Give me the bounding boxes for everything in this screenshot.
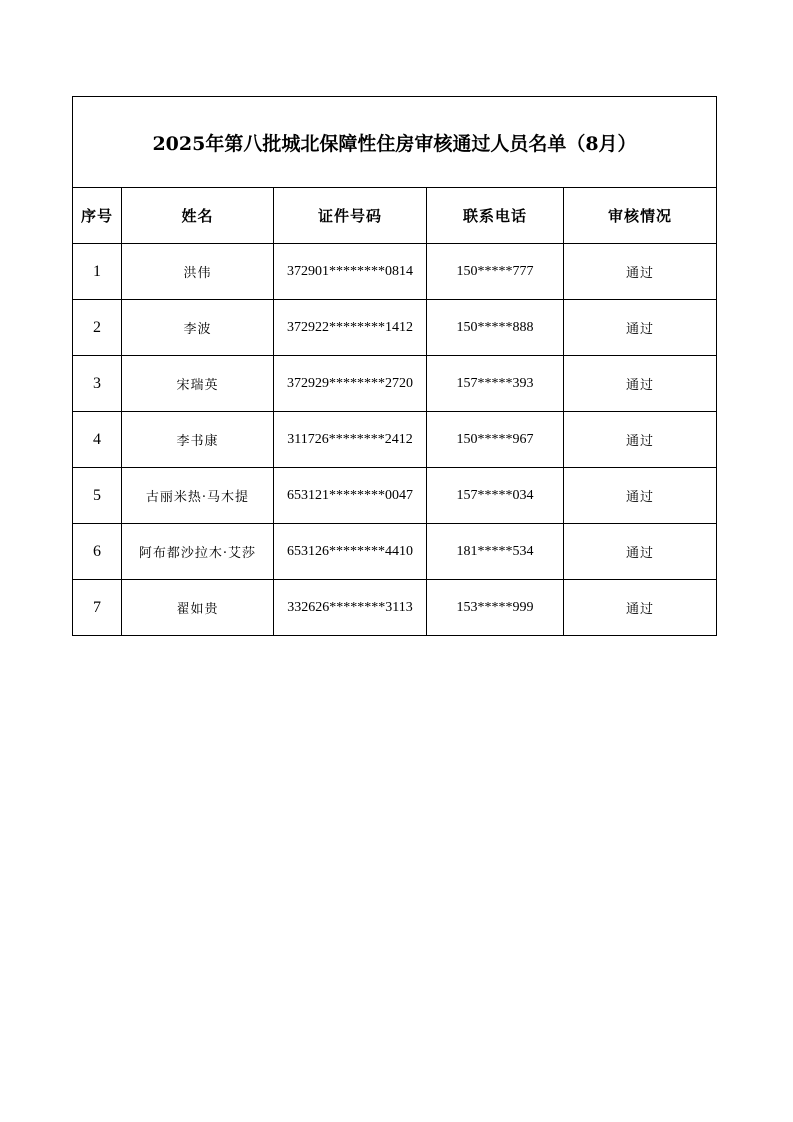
row-number: 6 — [73, 524, 122, 580]
review-status: 通过 — [564, 412, 717, 468]
table-row — [73, 524, 717, 580]
header-id-number: 证件号码 — [274, 188, 427, 244]
id-number: 653121********0047 — [274, 468, 427, 524]
approval-list-table — [72, 96, 717, 636]
person-name: 古丽米热·马木提 — [122, 468, 274, 524]
phone-number: 157*****034 — [427, 468, 564, 524]
header-review-status: 审核情况 — [564, 188, 717, 244]
row-number: 4 — [73, 412, 122, 468]
header-phone: 联系电话 — [427, 188, 564, 244]
row-number: 2 — [73, 300, 122, 356]
id-number: 372922********1412 — [274, 300, 427, 356]
person-name: 翟如贵 — [122, 580, 274, 636]
row-number: 1 — [73, 244, 122, 300]
phone-number: 150*****888 — [427, 300, 564, 356]
person-name: 李书康 — [122, 412, 274, 468]
review-status: 通过 — [564, 524, 717, 580]
id-number: 332626********3113 — [274, 580, 427, 636]
id-number: 372929********2720 — [274, 356, 427, 412]
review-status: 通过 — [564, 580, 717, 636]
row-number: 3 — [73, 356, 122, 412]
table-row — [73, 300, 717, 356]
table-row — [73, 356, 717, 412]
title-row — [73, 97, 717, 188]
id-number: 372901********0814 — [274, 244, 427, 300]
phone-number: 150*****967 — [427, 412, 564, 468]
person-name: 宋瑞英 — [122, 356, 274, 412]
person-name: 李波 — [122, 300, 274, 356]
phone-number: 157*****393 — [427, 356, 564, 412]
id-number: 311726********2412 — [274, 412, 427, 468]
table-row — [73, 412, 717, 468]
row-number: 7 — [73, 580, 122, 636]
table-row — [73, 244, 717, 300]
row-number: 5 — [73, 468, 122, 524]
review-status: 通过 — [564, 356, 717, 412]
id-number: 653126********4410 — [274, 524, 427, 580]
table-row — [73, 580, 717, 636]
phone-number: 153*****999 — [427, 580, 564, 636]
review-status: 通过 — [564, 244, 717, 300]
phone-number: 181*****534 — [427, 524, 564, 580]
review-status: 通过 — [564, 300, 717, 356]
header-name: 姓名 — [122, 188, 274, 244]
person-name: 阿布都沙拉木·艾莎 — [122, 524, 274, 580]
phone-number: 150*****777 — [427, 244, 564, 300]
person-name: 洪伟 — [122, 244, 274, 300]
header-row — [73, 188, 717, 244]
header-serial-number: 序号 — [73, 188, 122, 244]
table-row — [73, 468, 717, 524]
document-title: 2025年第八批城北保障性住房审核通过人员名单（8月） — [73, 97, 717, 188]
review-status: 通过 — [564, 468, 717, 524]
